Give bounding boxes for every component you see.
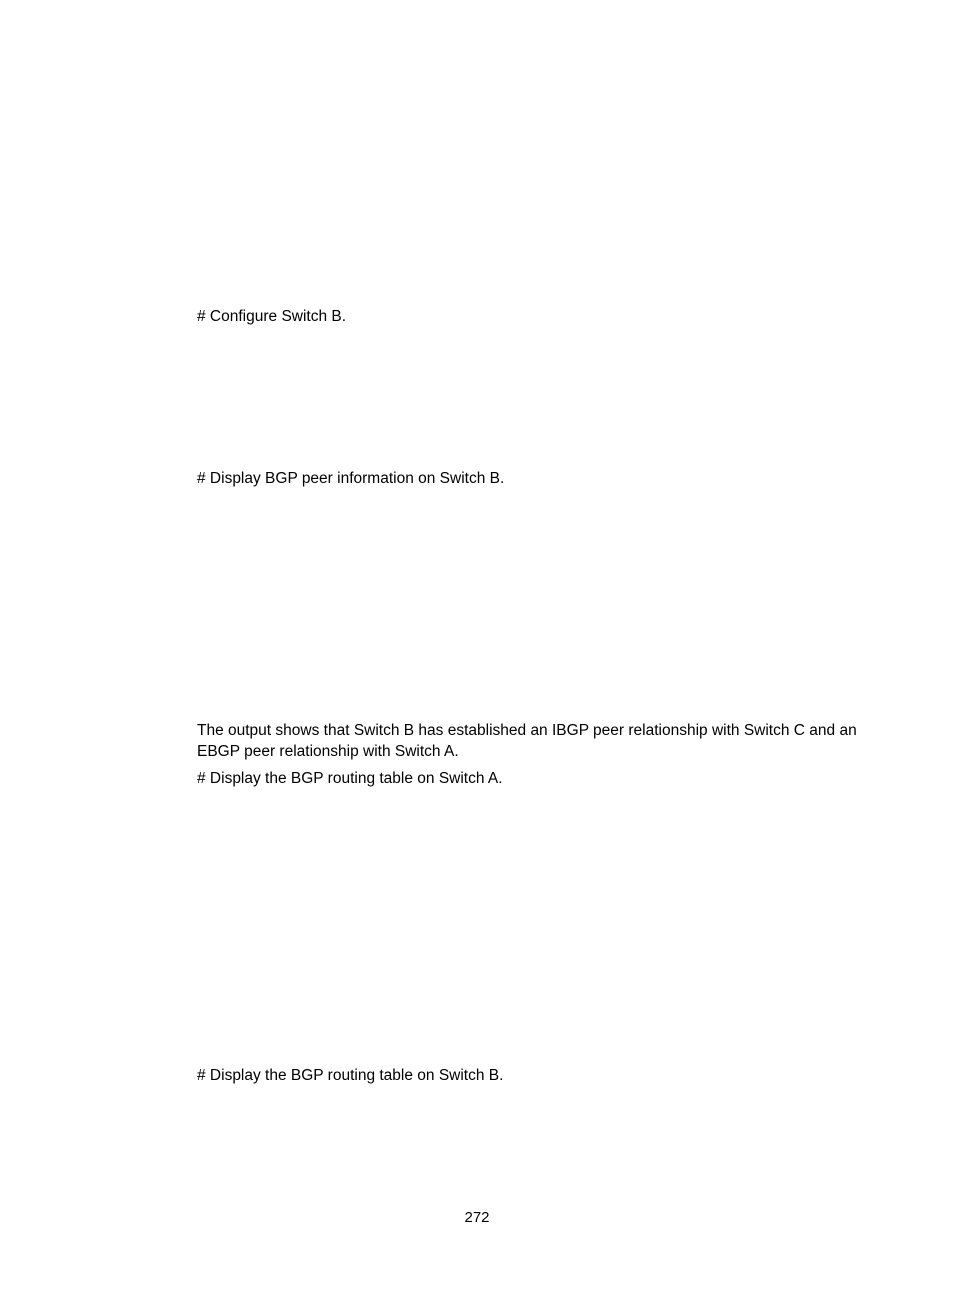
paragraph-display-routing-table-a: # Display the BGP routing table on Switch A. [197, 770, 503, 787]
page-number: 272 [464, 1209, 490, 1226]
paragraph-configure-switch-b: # Configure Switch B. [197, 308, 347, 325]
paragraph-output-description: The output shows that Switch B has established an IBGP peer relationship with Switch C and an EBGP peer relationship with Switch A. [197, 722, 857, 760]
paragraph-display-routing-table-b: # Display the BGP routing table on Switch B. [197, 1067, 504, 1084]
paragraph-display-bgp-peer: # Display BGP peer information on Switch B. [197, 470, 505, 487]
